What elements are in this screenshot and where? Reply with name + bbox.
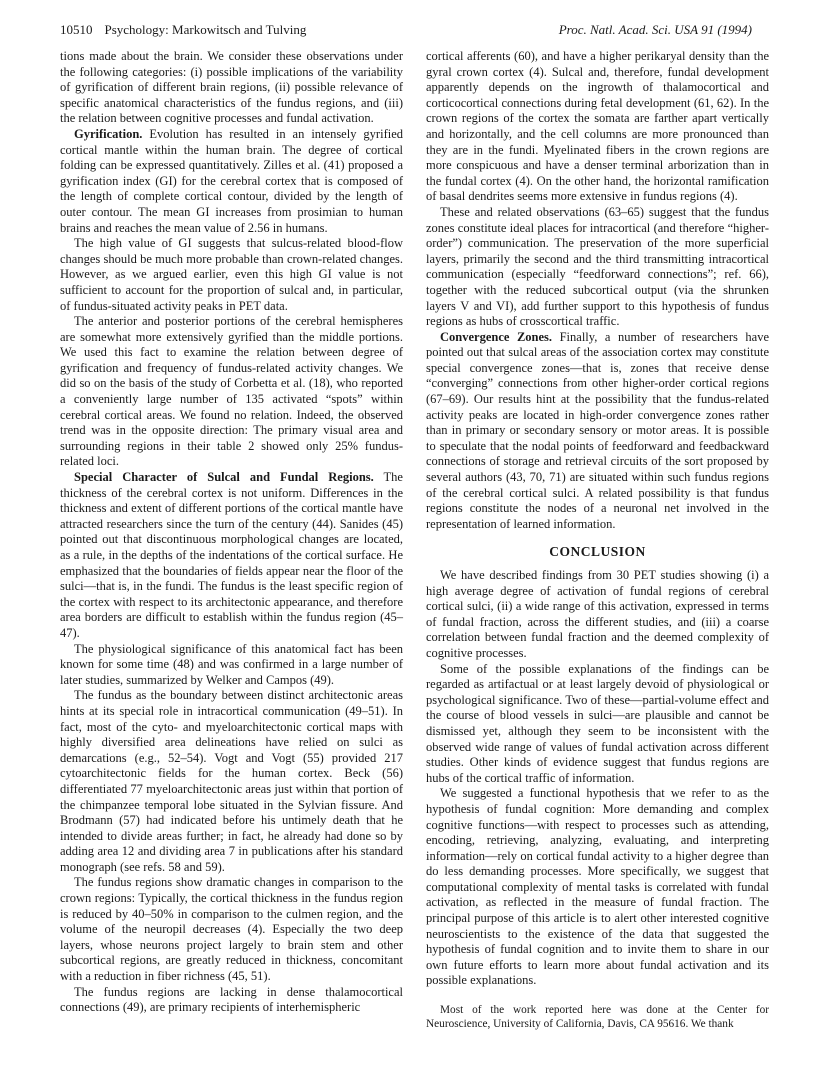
right-column: [426, 49, 769, 1031]
left-column: [60, 49, 403, 1016]
paragraph-text: Evolution has resulted in an intensely gyrified cortical mantle within the human brain. The degree of cortical folding can be expressed quantitatively. Zilles et al. (41) proposed a gyrification index (GI) for the cerebral cortex that is composed of the length of complete cortical contour, divided by the length of outer contour. The mean GI increases from prosimian to human brains and reaches the mean value of 2.56 in humans.: [60, 126, 403, 235]
paragraph: We have described findings from 30 PET studies showing (i) a high average degree of activation of fundal regions of cerebral cortical sulci, (ii) a wide range of this activation, expressed in terms of fundal fraction, across the different studies, and (iii) a coarse correlation between fundal fraction and the deemed complexity of cognitive processes.: [426, 568, 769, 660]
paragraph: The fundus regions are lacking in dense thalamocortical connections (49), are primary recipients of interhemispheric: [60, 984, 403, 1015]
paragraph: These and related observations (63–65) suggest that the fundus zones constitute ideal places for intracortical (and therefore “higher-order”) communication. The preservation of the more superficial layers, primarily the second and the third transmitting intracortical communication (especially “feedforward connections”; ref. 66), together with the reduced subcortical output (via the shrunken layers V and VI), add further support to this hypothesis of fundus regions as hubs of crosscortical traffic.: [426, 204, 769, 329]
paragraph-text: The thickness of the cerebral cortex is not uniform. Differences in the thickness and extent of different portions of the cortical mantle have attracted researchers since the turn of the century (44). Sanides (45) pointed out that discontinuous morphological changes are located, as a rule, in the depths of the indentations of the cortical surface. He emphasized that the boundaries of fields appear near the floor of the sulci—that is, in the fundi. The fundus is the least specific region of the cortex with respect to its architectonic appearance, and therefore area borders are difficult to establish within the fundus region (45–47).: [60, 470, 403, 640]
paragraph-text: Finally, a number of researchers have pointed out that sulcal areas of the association cortex may constitute special convergence zones—that is, zones that receive dense “converging” connections from other higher-order cortical regions (67–69). Our results hint at the possibility that the fundus-related activity peaks are located in high-order convergence zones rather than in primary or secondary sensory or motor areas. It is possible to speculate that the nodal points of feedforward and feedbackward connections of storage and retrieval circuits of the sort proposed by several authors (43, 70, 71) are situated within such fundus regions of the cerebral cortical sulci. A related possibility is that fundus regions constitute the nodes of a neuronal net involved in the representation of learned information.: [426, 329, 769, 531]
paragraph: tions made about the brain. We consider these observations under the following categories: (i) possible implications of the variability of gyrification of different brain regions, (ii) possible relevance of specific anatomical characteristics of the fundus regions, and (iii) the relation between cognitive processes and fundal activation.: [60, 49, 403, 126]
header-left: [60, 22, 306, 38]
paragraph: The fundus regions show dramatic changes in comparison to the crown regions: Typically, the cortical thickness in the fundus region is reduced by 40–50% in comparison to the culmen region, and the volume of the neuropil decreases (4). Especially the two deep layers, whose neurons project largely to brain stem and other subcortical regions, are greatly reduced in thickness, concomitant with a reduction in fiber richness (45, 51).: [60, 875, 403, 984]
journal-citation: Proc. Natl. Acad. Sci. USA 91 (1994): [558, 22, 752, 37]
acknowledgments: Most of the work reported here was done at the Center for Neuroscience, University of California, Davis, CA 95616. We thank: [426, 1004, 769, 1031]
paragraph-gyrification: [60, 127, 403, 236]
running-title: Psychology: Markowitsch and Tulving: [104, 22, 307, 37]
paragraph: Some of the possible explanations of the findings can be regarded as artifactual or at least largely devoid of physiological or psychological significance. Two of these—partial-volume effect and the course of blood vessels in sulci—are plausible and cannot be dismissed yet, although they seem to be inconsistent with the observed wide range of values of fundal activation across different studies. Other kinds of evidence suggest that fundus regions are hubs of the cortical traffic of information.: [426, 661, 769, 785]
paragraph-special-character: [60, 470, 403, 642]
run-in-heading-gyrification: Gyrification.: [74, 126, 143, 141]
paragraph: The physiological significance of this anatomical fact has been known for some time (48) and was confirmed in a large number of later studies, summarized by Welker and Campos (49).: [60, 641, 403, 687]
paragraph: The high value of GI suggests that sulcus-related blood-flow changes should be much more probable than crown-related changes. However, as we argued earlier, even this high GI value is not sufficient to account for the proportion of sulcal and, in particular, of fundus-situated activity peaks in PET data.: [60, 236, 403, 313]
paragraph-convergence-zones: [426, 330, 769, 533]
page-number: 10510: [60, 22, 93, 37]
run-in-heading-special-character: Special Character of Sulcal and Fundal Regions.: [74, 470, 374, 485]
section-heading-conclusion: CONCLUSION: [549, 544, 646, 560]
paragraph: The anterior and posterior portions of the cerebral hemispheres are somewhat more extensively gyrified than the middle portions. We used this fact to examine the relation between degree of gyrification and frequency of fundus-related activity changes. We did so on the basis of the study of Corbetta et al. (18), who reported a conveniently large number of 135 activated “spots” within cerebral cortical areas. We found no relation. Indeed, the observed trend was in the opposite direction: The primary visual area and surrounding regions in their table 2 showed only 25% fundus-related loci.: [60, 314, 403, 469]
run-in-heading-convergence-zones: Convergence Zones.: [440, 329, 553, 344]
paragraph: We suggested a functional hypothesis that we refer to as the hypothesis of fundal cognition: More demanding and complex cognitive functions—with respect to processes such as attending, encoding, retrieving, analyzing, evaluating, and interpreting information—rely on cortical fundal activity to a higher degree than do less demanding processes. More specifically, we suggest that computational complexity of mental tasks is correlated with fundal activation, as reflected in the measure of fundal fraction. The principal purpose of this article is to alert other interested cognitive neuroscientists to the existence of the data that suggested the hypothesis of fundal cognition and to invite them to share in our own future efforts to learn more about fundal activation and its possible explanations.: [426, 786, 769, 988]
running-header: [60, 22, 752, 42]
paragraph: The fundus as the boundary between distinct architectonic areas hints at its special role in intracortical communication (49–51). In fact, most of the cyto- and myeloarchitectonic cortical maps with highly diversified area delineations have relied on sulci as demarcations (e.g., 52–54). Vogt and Vogt (55) provided 217 cytoarchitectonic fields for the human cortex. Beck (56) differentiated 77 myeloarchitectonic areas just within that portion of the chimpanzee temporal lobe situated in the Sylvian fissure. And Brodmann (57) had indicated before his untimely death that he intended to divide areas further; in fact, he already had done so by adding area 12 and dividing area 7 in publications after his standard monograph (see refs. 58 and 59).: [60, 688, 403, 874]
paragraph: cortical afferents (60), and have a higher perikaryal density than the gyral crown cortex (4). Sulcal and, therefore, fundal development apparently depends on the ingrowth of thalamocortical and corticocortical connections during fetal development (61, 62). In the crown regions of the cortex the somata are farther apart vertically and horizontally, and the cell columns are more pronounced than they are in the fundi. Myelinated fibers in the crown regions are more conspicuous and have a denser terminal arborization than in the fundal cortex (4). On the other hand, the horizontal ramification of basal dendrites seems more extensive in fundus regions (4).: [426, 49, 769, 204]
